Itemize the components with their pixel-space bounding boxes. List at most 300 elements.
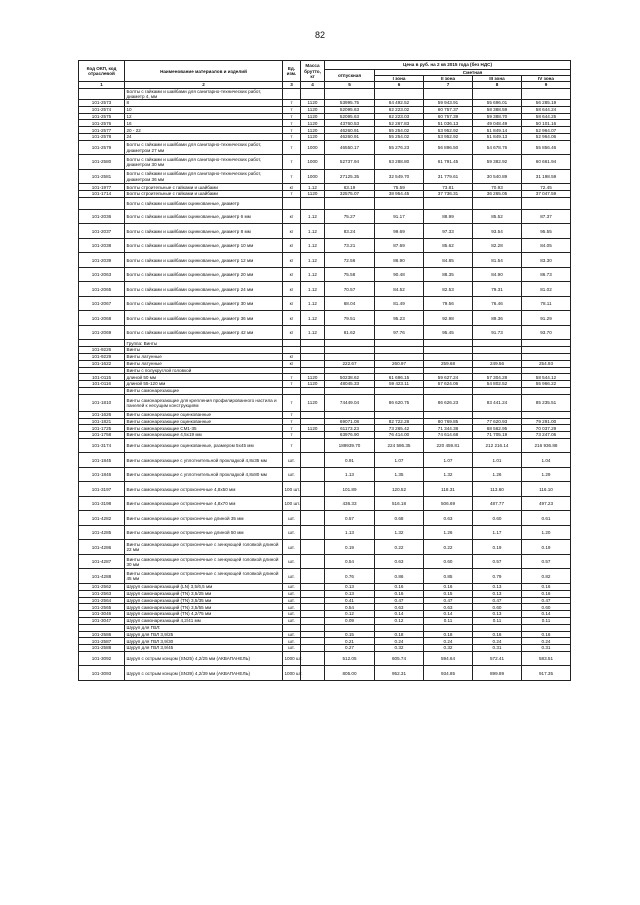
item-mass: [301, 569, 325, 584]
item-mass: 1120: [301, 100, 325, 107]
price-zone-4: [522, 624, 571, 631]
price-zone-2: [424, 624, 473, 631]
item-code: 101-3197: [79, 482, 125, 497]
price-zone-2: 57 624.06: [424, 381, 473, 388]
price-zone-3: 0.57: [473, 554, 522, 569]
price-zone-1: 0.86: [375, 569, 424, 584]
price-zone-2: 59 627.24: [424, 374, 473, 381]
item-mass: [301, 597, 325, 604]
item-mass: [301, 583, 325, 590]
item-name: Винты самонарезающие с уплотнительной прокладкой 4,8х35 мм: [125, 453, 283, 468]
table-row: [79, 347, 571, 354]
table-row: [79, 184, 571, 191]
price-release: 72.56: [325, 253, 375, 268]
price-zone-3: 91.73: [473, 325, 522, 340]
price-zone-1: 86.90: [375, 253, 424, 268]
item-code: 101-2037: [79, 224, 125, 239]
price-release: [325, 387, 375, 394]
price-zone-2: 80 769.85: [424, 418, 473, 425]
item-name: Винты самонарезающие остроконечные длиной 35 мм: [125, 511, 283, 526]
price-zone-2: [424, 353, 473, 360]
item-name: длиной 55-120 мм: [125, 381, 283, 388]
item-unit: т: [283, 127, 301, 134]
price-zone-2: 61 791.45: [424, 155, 473, 170]
price-zone-1: 81.49: [375, 296, 424, 311]
price-zone-1: 0.68: [375, 511, 424, 526]
price-release: 63.19: [325, 184, 375, 191]
price-zone-3: 68 562.95: [473, 425, 522, 432]
price-zone-1: 0.12: [375, 617, 424, 624]
price-zone-4: 497.23: [522, 496, 571, 511]
price-release: [325, 88, 375, 99]
price-zone-2: 259.68: [424, 360, 473, 367]
price-zone-4: 85 235.51: [522, 394, 571, 411]
price-zone-3: 1.17: [473, 525, 522, 540]
item-unit: т: [283, 411, 301, 418]
item-mass: 1.12: [301, 267, 325, 282]
item-unit: кг: [283, 224, 301, 239]
header-unit: Ед. изм.: [283, 61, 301, 82]
item-mass: [301, 453, 325, 468]
price-zone-3: 49 048.49: [473, 120, 522, 127]
table-row: [79, 360, 571, 367]
item-unit: шт.: [283, 569, 301, 584]
price-zone-3: 54 678.76: [473, 140, 522, 155]
price-zone-3: [473, 340, 522, 347]
price-zone-4: 83.30: [522, 253, 571, 268]
price-zone-2: [424, 340, 473, 347]
price-zone-1: 0.18: [375, 631, 424, 638]
price-zone-4: 60 661.94: [522, 155, 571, 170]
price-release: 0.15: [325, 631, 375, 638]
item-code: 101-1626: [79, 411, 125, 418]
price-release: 79.51: [325, 311, 375, 326]
price-release: 48045.33: [325, 381, 375, 388]
item-unit: [283, 88, 301, 99]
item-mass: [301, 387, 325, 394]
item-unit: т: [283, 140, 301, 155]
table-row: [79, 645, 571, 652]
item-unit: кг: [283, 353, 301, 360]
price-zone-1: 91.17: [375, 209, 424, 224]
price-zone-4: 58 544.12: [522, 374, 571, 381]
price-zone-1: 1.07: [375, 453, 424, 468]
table-row: [79, 511, 571, 526]
table-row: [79, 197, 571, 209]
item-code: 101-1725: [79, 425, 125, 432]
item-unit: шт.: [283, 617, 301, 624]
price-zone-3: [473, 624, 522, 631]
item-name: Болты с гайками и шайбами для санитарно-технических работ, диаметр 4, мм: [125, 88, 283, 99]
item-unit: [283, 387, 301, 394]
item-code: 101-1846: [79, 467, 125, 482]
price-zone-2: 0.22: [424, 540, 473, 555]
item-name: 12: [125, 113, 283, 120]
item-mass: 1120: [301, 113, 325, 120]
table-row: [79, 617, 571, 624]
item-name: Болты с гайками и шайбами для санитарно-технических работ, диаметром 36 мм: [125, 169, 283, 184]
price-zone-3: 113.60: [473, 482, 522, 497]
price-zone-1: [375, 387, 424, 394]
price-release: [325, 347, 375, 354]
price-zone-1: [375, 367, 424, 374]
item-code: 101-2576: [79, 120, 125, 127]
table-row: [79, 325, 571, 340]
header-estimate-price: Сметная: [375, 70, 571, 76]
price-release: [325, 340, 375, 347]
price-zone-3: 85.52: [473, 209, 522, 224]
price-zone-4: 52 964.06: [522, 134, 571, 141]
item-unit: шт.: [283, 583, 301, 590]
item-name: Болты с гайками и шайбами оцинкованные, диаметр 20 мм: [125, 267, 283, 282]
table-row: [79, 353, 571, 360]
item-code: 101-2068: [79, 311, 125, 326]
item-mass: 1120: [301, 127, 325, 134]
item-mass: [301, 88, 325, 99]
price-zone-3: 0.13: [473, 590, 522, 597]
price-zone-3: [473, 353, 522, 360]
item-code: [79, 340, 125, 347]
item-unit: т: [283, 134, 301, 141]
col-num: 4: [301, 82, 325, 88]
header-code: Код ОКП, код отраслевой: [79, 61, 125, 82]
price-zone-2: 86 626.23: [424, 394, 473, 411]
price-release: [325, 353, 375, 360]
table-row: [79, 113, 571, 120]
price-zone-1: 82 722.28: [375, 418, 424, 425]
item-unit: [283, 347, 301, 354]
table-row: [79, 155, 571, 170]
item-code: [79, 624, 125, 631]
price-zone-4: 583.51: [522, 651, 571, 666]
table-row: [79, 411, 571, 418]
price-release: 69071.08: [325, 418, 375, 425]
price-zone-3: 0.16: [473, 631, 522, 638]
price-zone-4: [522, 411, 571, 418]
item-name: Болты с гайками и шайбами оцинкованные, диаметр 36 мм: [125, 311, 283, 326]
price-zone-4: 0.16: [522, 583, 571, 590]
price-zone-1: 1.32: [375, 525, 424, 540]
col-num: 7: [424, 82, 473, 88]
item-unit: шт.: [283, 540, 301, 555]
item-name: Винты самонарезающие: [125, 387, 283, 394]
price-release: 512.05: [325, 651, 375, 666]
price-release: 27125.35: [325, 169, 375, 184]
item-code: 101-2573: [79, 100, 125, 107]
table-row: [79, 569, 571, 584]
price-zone-2: 0.63: [424, 604, 473, 611]
price-zone-3: 0.60: [473, 511, 522, 526]
col-num: 2: [125, 82, 283, 88]
item-name: Болты с гайками и шайбами оцинкованные, диаметр 6 мм: [125, 209, 283, 224]
item-unit: шт.: [283, 590, 301, 597]
price-zone-3: 1.01: [473, 453, 522, 468]
price-zone-3: 77 620.93: [473, 418, 522, 425]
item-name: Болты с гайками и шайбами оцинкованные, диаметр 8 мм: [125, 224, 283, 239]
price-zone-4: 0.14: [522, 611, 571, 618]
item-unit: т: [283, 155, 301, 170]
price-zone-4: 72.45: [522, 184, 571, 191]
price-table-container: [78, 60, 570, 681]
price-zone-2: 82.53: [424, 282, 473, 297]
table-row: [79, 583, 571, 590]
item-unit: шт.: [283, 511, 301, 526]
price-zone-2: 73.81: [424, 184, 473, 191]
price-zone-4: 0.60: [522, 604, 571, 611]
price-zone-1: 0.47: [375, 597, 424, 604]
price-zone-4: 79 291.00: [522, 418, 571, 425]
item-code: 101-1845: [79, 453, 125, 468]
price-zone-2: 1.32: [424, 467, 473, 482]
table-row: [79, 496, 571, 511]
price-zone-2: 51 036.13: [424, 120, 473, 127]
price-zone-3: 71 705.19: [473, 432, 522, 439]
price-release: [325, 197, 375, 209]
price-release: 0.19: [325, 540, 375, 555]
item-name: Винты: [125, 347, 283, 354]
item-unit: кг: [283, 360, 301, 367]
table-row: [79, 554, 571, 569]
item-name: Болты с гайками и шайбами для санитарно-технических работ, диаметром 27 мм: [125, 140, 283, 155]
item-name: Шуруп для ГВЛ 3,9/25: [125, 631, 283, 638]
price-release: 81.62: [325, 325, 375, 340]
price-zone-4: 0.57: [522, 554, 571, 569]
price-zone-1: 52 267.83: [375, 120, 424, 127]
price-release: 0.57: [325, 511, 375, 526]
table-row: [79, 311, 571, 326]
price-zone-4: [522, 197, 571, 209]
price-zone-4: [522, 387, 571, 394]
item-name: 20 - 22: [125, 127, 283, 134]
price-zone-4: 0.82: [522, 569, 571, 584]
item-name: Шуруп самонарезающий (TN) 3,5/25 мм: [125, 590, 283, 597]
price-zone-3: 59 388.70: [473, 113, 522, 120]
item-unit: [283, 197, 301, 209]
price-zone-3: 59 382.92: [473, 155, 522, 170]
price-zone-4: 917.35: [522, 666, 571, 681]
price-zone-3: 84.90: [473, 267, 522, 282]
item-name: Винты латунные: [125, 360, 283, 367]
price-zone-3: 572.41: [473, 651, 522, 666]
item-name: Шуруп самонарезающий (TN) 4,2/75 мм: [125, 611, 283, 618]
item-name: Группа: Винты: [125, 340, 283, 347]
price-zone-4: [522, 340, 571, 347]
price-zone-1: [375, 411, 424, 418]
price-zone-2: 594.64: [424, 651, 473, 666]
item-name: Винты самонарезающие оцинкованные: [125, 418, 283, 425]
price-release: 52737.94: [325, 155, 375, 170]
item-unit: шт.: [283, 453, 301, 468]
price-release: 0.13: [325, 590, 375, 597]
price-zone-2: 0.32: [424, 645, 473, 652]
price-zone-3: [473, 367, 522, 374]
item-unit: шт.: [283, 597, 301, 604]
price-zone-3: 51 849.14: [473, 127, 522, 134]
price-zone-3: 0.13: [473, 611, 522, 618]
table-row: [79, 453, 571, 468]
price-release: 0.13: [325, 583, 375, 590]
price-zone-3: 487.77: [473, 496, 522, 511]
price-release: 0.21: [325, 638, 375, 645]
item-unit: кг: [283, 267, 301, 282]
price-zone-3: 70.93: [473, 184, 522, 191]
price-zone-3: 76.46: [473, 296, 522, 311]
item-mass: 1.12: [301, 184, 325, 191]
price-zone-1: 0.22: [375, 540, 424, 555]
price-release: 0.54: [325, 604, 375, 611]
price-release: 0.41: [325, 597, 375, 604]
item-unit: 1000 шт.: [283, 666, 301, 681]
price-zone-2: 74 614.68: [424, 432, 473, 439]
item-unit: т: [283, 113, 301, 120]
item-code: [79, 387, 125, 394]
price-zone-1: 32 549.70: [375, 169, 424, 184]
item-mass: [301, 645, 325, 652]
price-zone-4: 95.55: [522, 224, 571, 239]
item-code: 101-2067: [79, 296, 125, 311]
item-name: Винты самонарезающие остроконечные 4,8х70 мм: [125, 496, 283, 511]
price-release: 0.54: [325, 554, 375, 569]
price-zone-4: 52 964.07: [522, 127, 571, 134]
item-mass: 1.12: [301, 325, 325, 340]
item-code: 101-3047: [79, 617, 125, 624]
table-row: [79, 540, 571, 555]
item-code: 101-2574: [79, 106, 125, 113]
price-release: 83.24: [325, 224, 375, 239]
price-zone-1: 59 423.11: [375, 381, 424, 388]
price-zone-2: 0.24: [424, 638, 473, 645]
item-unit: шт.: [283, 638, 301, 645]
header-release-price: отпускная: [325, 70, 375, 82]
item-mass: [301, 347, 325, 354]
item-unit: кг: [283, 253, 301, 268]
header-price: Цена в руб. на 2 кв 2015 года (без НДС): [325, 61, 571, 70]
item-unit: кг: [283, 184, 301, 191]
col-num: 3: [283, 82, 301, 88]
price-zone-4: 56 285.19: [522, 100, 571, 107]
item-code: [79, 197, 125, 209]
price-release: 75.27: [325, 209, 375, 224]
item-name: 24: [125, 134, 283, 141]
table-row: [79, 482, 571, 497]
price-zone-1: 62 223.03: [375, 113, 424, 120]
price-zone-2: 506.69: [424, 496, 473, 511]
price-zone-4: 37 047.59: [522, 191, 571, 198]
price-zone-3: 58 388.59: [473, 106, 522, 113]
table-row: [79, 638, 571, 645]
price-zone-2: 71 344.38: [424, 425, 473, 432]
price-zone-3: 899.89: [473, 666, 522, 681]
price-zone-2: 1.07: [424, 453, 473, 468]
price-release: 0.09: [325, 617, 375, 624]
price-zone-1: 0.24: [375, 638, 424, 645]
price-zone-2: 60 757.39: [424, 113, 473, 120]
item-name: Болты с гайками и шайбами оцинкованные, диаметр 30 мм: [125, 296, 283, 311]
item-code: 101-9229: [79, 353, 125, 360]
item-code: 101-4282: [79, 511, 125, 526]
price-release: 222.67: [325, 360, 375, 367]
price-zone-1: 84.52: [375, 282, 424, 297]
header-zone-4: IV зона: [522, 76, 571, 82]
item-mass: [301, 631, 325, 638]
item-mass: 1.12: [301, 253, 325, 268]
item-unit: шт.: [283, 645, 301, 652]
price-zone-4: 0.47: [522, 597, 571, 604]
price-zone-3: 0.31: [473, 645, 522, 652]
price-zone-4: 216 936.88: [522, 438, 571, 453]
item-code: 101-2577: [79, 127, 125, 134]
item-code: 101-2579: [79, 140, 125, 155]
price-zone-4: 254.93: [522, 360, 571, 367]
price-release: 53995.75: [325, 100, 375, 107]
price-zone-3: [473, 387, 522, 394]
price-zone-4: 55 966.22: [522, 381, 571, 388]
item-name: Винты самонарезающие остроконечные с зенкующей головкой длиной 22 мм: [125, 540, 283, 555]
table-row: [79, 438, 571, 453]
price-zone-2: 92.98: [424, 311, 473, 326]
price-zone-1: 260.97: [375, 360, 424, 367]
item-code: 101-3174: [79, 438, 125, 453]
price-zone-1: 61 696.15: [375, 374, 424, 381]
item-unit: шт.: [283, 604, 301, 611]
price-zone-4: 78.11: [522, 296, 571, 311]
price-zone-1: 55 254.02: [375, 134, 424, 141]
price-zone-3: [473, 88, 522, 99]
price-zone-3: 0.24: [473, 638, 522, 645]
price-zone-3: 55 696.01: [473, 100, 522, 107]
item-name: Винты самонарезающие остроконечные с зенкующей головкой длиной 45 мм: [125, 569, 283, 584]
price-release: 101.89: [325, 482, 375, 497]
price-zone-3: 36 265.05: [473, 191, 522, 198]
item-unit: кг: [283, 296, 301, 311]
price-zone-1: 38 954.45: [375, 191, 424, 198]
item-mass: [301, 432, 325, 439]
price-zone-2: 0.14: [424, 611, 473, 618]
price-release: [325, 624, 375, 631]
price-zone-4: 0.24: [522, 638, 571, 645]
item-name: Шуруп для ГВЛ 3,9/30: [125, 638, 283, 645]
price-zone-1: 952.31: [375, 666, 424, 681]
item-unit: 100 шт.: [283, 496, 301, 511]
price-release: 46260.91: [325, 134, 375, 141]
item-code: 101-2069: [79, 325, 125, 340]
price-zone-4: 70 037.29: [522, 425, 571, 432]
price-release: [325, 367, 375, 374]
price-release: 189939.70: [325, 438, 375, 453]
item-mass: [301, 624, 325, 631]
item-code: 101-1977: [79, 184, 125, 191]
price-zone-1: 0.32: [375, 645, 424, 652]
item-mass: [301, 590, 325, 597]
price-zone-3: 249.56: [473, 360, 522, 367]
header-mass: Масса брутто, кг: [301, 61, 325, 82]
price-zone-4: 0.31: [522, 645, 571, 652]
price-zone-2: 220 459.81: [424, 438, 473, 453]
price-zone-2: 31 779.61: [424, 169, 473, 184]
header-zone-2: II зона: [424, 76, 473, 82]
item-unit: т: [283, 432, 301, 439]
table-row: [79, 418, 571, 425]
item-unit: шт.: [283, 631, 301, 638]
item-mass: 1.12: [301, 209, 325, 224]
item-mass: [301, 651, 325, 666]
item-code: 101-4286: [79, 540, 125, 555]
item-name: Шуруп с острым концом (SN39) 4,2/39 мм (АКВАПАНЕЛЬ): [125, 666, 283, 681]
item-mass: 1120: [301, 394, 325, 411]
price-zone-2: 97.33: [424, 224, 473, 239]
price-zone-1: [375, 197, 424, 209]
item-name: Винты латунные: [125, 353, 283, 360]
